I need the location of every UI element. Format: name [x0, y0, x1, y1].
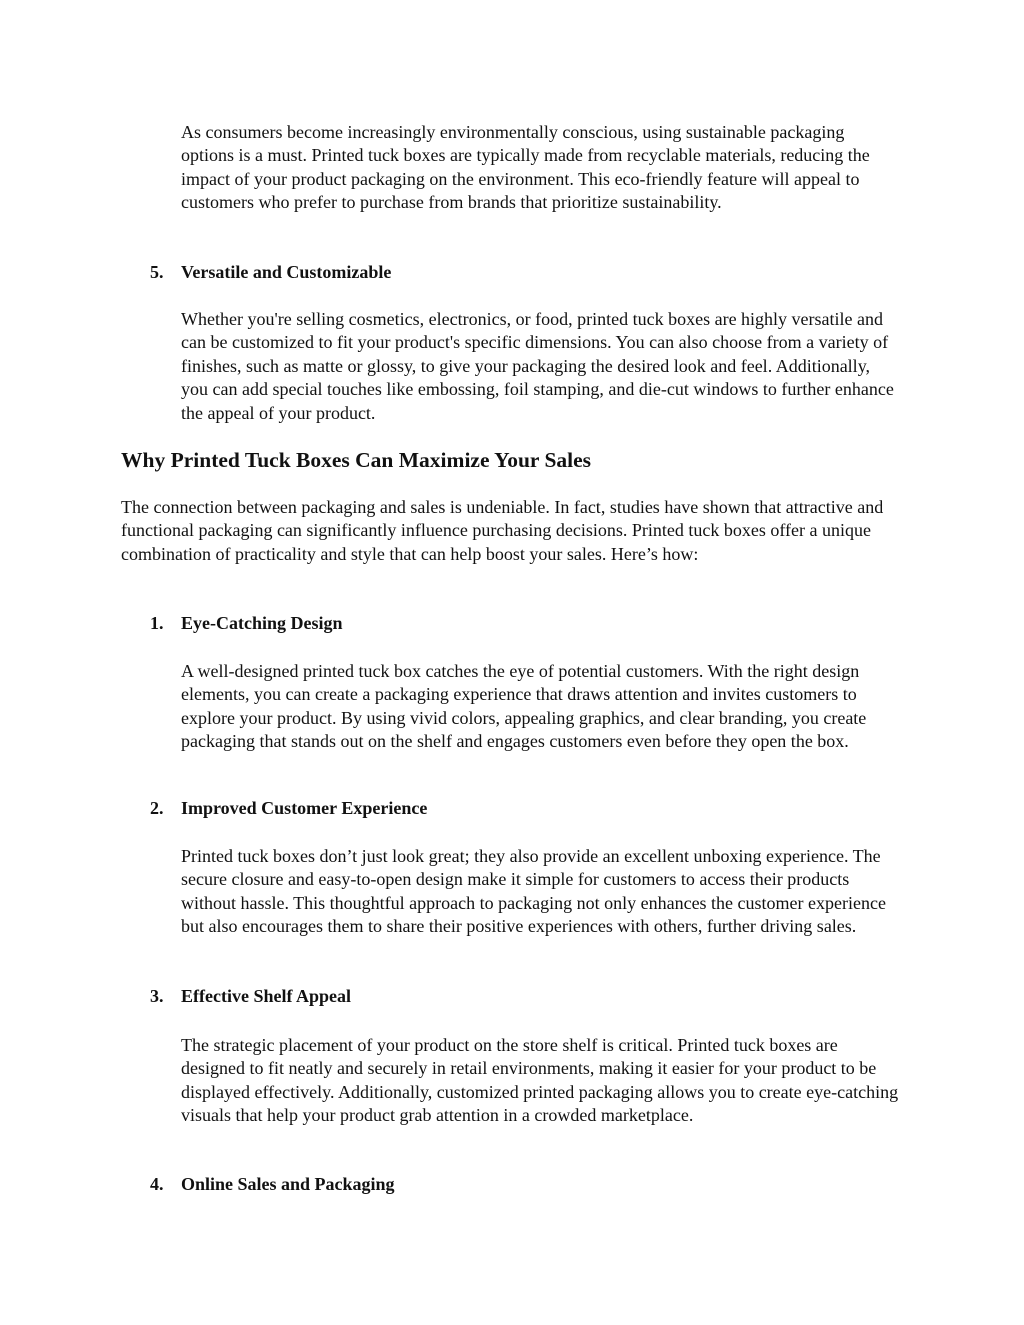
sales-item-1-body: A well-designed printed tuck box catches the eye of potential customers. With the right design elements, you can create a packaging experience that draws attention and invites customers to explore your product. By using vivid colors, appealing graphics, and clear branding, you create packaging that stands out on the shelf and engages customers even before they open the box.	[181, 661, 867, 752]
benefit-5-heading	[150, 261, 391, 284]
benefit-5-body: Whether you're selling cosmetics, electronics, or food, printed tuck boxes are highly versatile and can be customized to fit your product's specific dimensions. You can also choose from a variety of finishes, such as matte or glossy, to give your packaging the desired look and feel. Additionally, you can add special touches like embossing, foil stamping, and die-cut windows to further enhance the appeal of your product.	[181, 309, 894, 423]
sales-item-4-title: Online Sales and Packaging	[181, 1174, 395, 1194]
sales-item-1-title: Eye-Catching Design	[181, 613, 343, 633]
benefit-5-title: Versatile and Customizable	[181, 262, 392, 282]
sales-item-1-number: 1.	[150, 613, 164, 633]
sales-item-2-title: Improved Customer Experience	[181, 798, 428, 818]
sales-item-2-body: Printed tuck boxes don’t just look great; they also provide an excellent unboxing experience. The secure closure and easy-to-open design make it simple for customers to access their products without hassle. This thoughtful approach to packaging not only enhances the customer experience but also encourages them to share their positive experiences with others, further driving sales.	[181, 846, 886, 937]
sales-item-4-heading	[150, 1173, 395, 1196]
sales-item-1-heading	[150, 612, 343, 635]
benefit-5-number: 5.	[150, 262, 164, 282]
sales-item-2-heading	[150, 797, 427, 820]
sales-item-4-number: 4.	[150, 1174, 164, 1194]
sales-item-3-body: The strategic placement of your product on the store shelf is critical. Printed tuck boxes are designed to fit neatly and securely in retail environments, making it easier for your product to be displayed effectively. Additionally, customized printed packaging allows you to create eye-catching visuals that help your product grab attention in a crowded marketplace.	[181, 1035, 899, 1126]
intro-paragraph: As consumers become increasingly environmentally conscious, using sustainable packaging options is a must. Printed tuck boxes are typically made from recyclable materials, reducing the impact of your product packaging on the environment. This eco-friendly feature will appeal to customers who prefer to purchase from brands that prioritize sustainability.	[181, 122, 870, 213]
section-heading: Why Printed Tuck Boxes Can Maximize Your Sales	[121, 448, 592, 472]
sales-item-3-title: Effective Shelf Appeal	[181, 986, 351, 1006]
sales-item-2-number: 2.	[150, 798, 164, 818]
sales-item-3-heading	[150, 985, 351, 1008]
sales-item-3-number: 3.	[150, 986, 164, 1006]
section-intro-paragraph: The connection between packaging and sales is undeniable. In fact, studies have shown that attractive and functional packaging can significantly influence purchasing decisions. Printed tuck boxes offer a unique combination of practicality and style that can help boost your sales. Here’s how:	[121, 497, 884, 564]
